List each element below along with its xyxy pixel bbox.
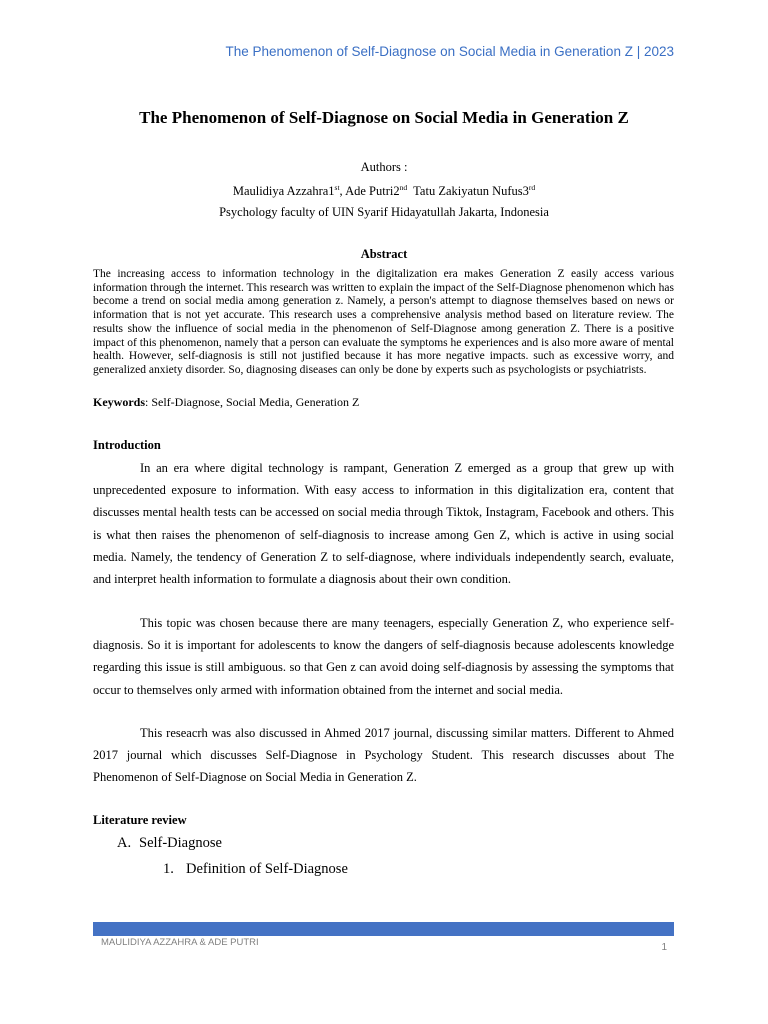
page-number: 1: [661, 942, 667, 953]
keywords-label: Keywords: [93, 395, 145, 409]
footer-rule: [93, 922, 674, 936]
outline-item-1-marker: 1.: [163, 861, 174, 877]
abstract-text: The increasing access to information technology in the digitalization era makes Generation Z easily access various information through the internet. This research was written to explain the impact of the Self-Diagnose phenomenon which has become a trend on social media among generation z. Namely, a person's attempt to diagnose themselves based on news or information that is not yet accurate. This research uses a comprehensive analysis method based on literature review. The results show the influence of social media in the phenomenon of Self-Diagnose among generation Z. There is a positive impact of this phenomenon, namely that a person can evaluate the symptoms he experiences and is also more aware of mental health. However, self-diagnosis is still not justified because it has more negative impacts. such as excessive worry, and generalized anxiety disorder. So, diagnosing diseases can only be done by experts such as psychologists or psychiatrists.: [93, 268, 674, 376]
author-separator: ,: [339, 184, 346, 199]
author-ordinal: rd: [528, 183, 536, 192]
intro-paragraph-1: In an era where digital technology is rampant, Generation Z emerged as a group that grew up with unprecedented exposure to information. With easy access to information in this digitalization era, content that discusses mental health tests can be accessed on social media through Tiktok, Instagram, Facebook and others. This is what then raises the phenomenon of self-diagnosis to increase among Gen Z, which is active in using social media. Namely, the tendency of Generation Z to self-diagnose, where individuals independently search, evaluate, and interpret health information to formulate a diagnosis about their own condition.: [93, 461, 674, 587]
paper-title: The Phenomenon of Self-Diagnose on Social Media in Generation Z: [139, 108, 629, 127]
outline-item-1: Definition of Self-Diagnose: [186, 861, 348, 877]
author-ordinal: st: [334, 183, 340, 192]
author-name: Tatu Zakiyatun Nufus3: [413, 184, 529, 199]
intro-paragraph-3: This reseacrh was also discussed in Ahmed 2017 journal, discussing similar matters. Different to Ahmed 2017 journal which discusses Self-Diagnose in Psychology Student. This research discusses about The Phenomenon of Self-Diagnose on Social Media in Generation Z.: [93, 726, 674, 785]
intro-paragraph-2: This topic was chosen because there are many teenagers, especially Generation Z, who experience self-diagnosis. So it is important for adolescents to know the dangers of self-diagnosis because adolescents knowledge regarding this issue is still ambiguous. so that Gen z can avoid doing self-diagnosis by assessing the symptoms that occur to themselves only armed with information obtained from the internet and social media.: [93, 616, 674, 697]
outline-item-a: Self-Diagnose: [139, 835, 222, 851]
author-list: [0, 183, 768, 199]
authors-label: Authors :: [360, 160, 408, 174]
introduction-heading: Introduction: [93, 438, 161, 452]
author-ordinal: nd: [399, 183, 408, 192]
affiliation: Psychology faculty of UIN Syarif Hidayatullah Jakarta, Indonesia: [219, 205, 549, 219]
outline-item-a-marker: A.: [117, 835, 132, 851]
keywords-list: : Self-Diagnose, Social Media, Generation Z: [145, 395, 360, 409]
footer-authors: MAULIDIYA AZZAHRA & ADE PUTRI: [101, 937, 259, 948]
running-header: The Phenomenon of Self-Diagnose on Social Media in Generation Z | 2023: [225, 44, 674, 59]
keywords-line: [93, 395, 359, 410]
author-name: Ade Putri2: [345, 184, 400, 199]
author-name: Maulidiya Azzahra1: [232, 184, 335, 199]
literature-review-heading: Literature review: [93, 813, 187, 827]
abstract-heading: Abstract: [360, 247, 408, 261]
